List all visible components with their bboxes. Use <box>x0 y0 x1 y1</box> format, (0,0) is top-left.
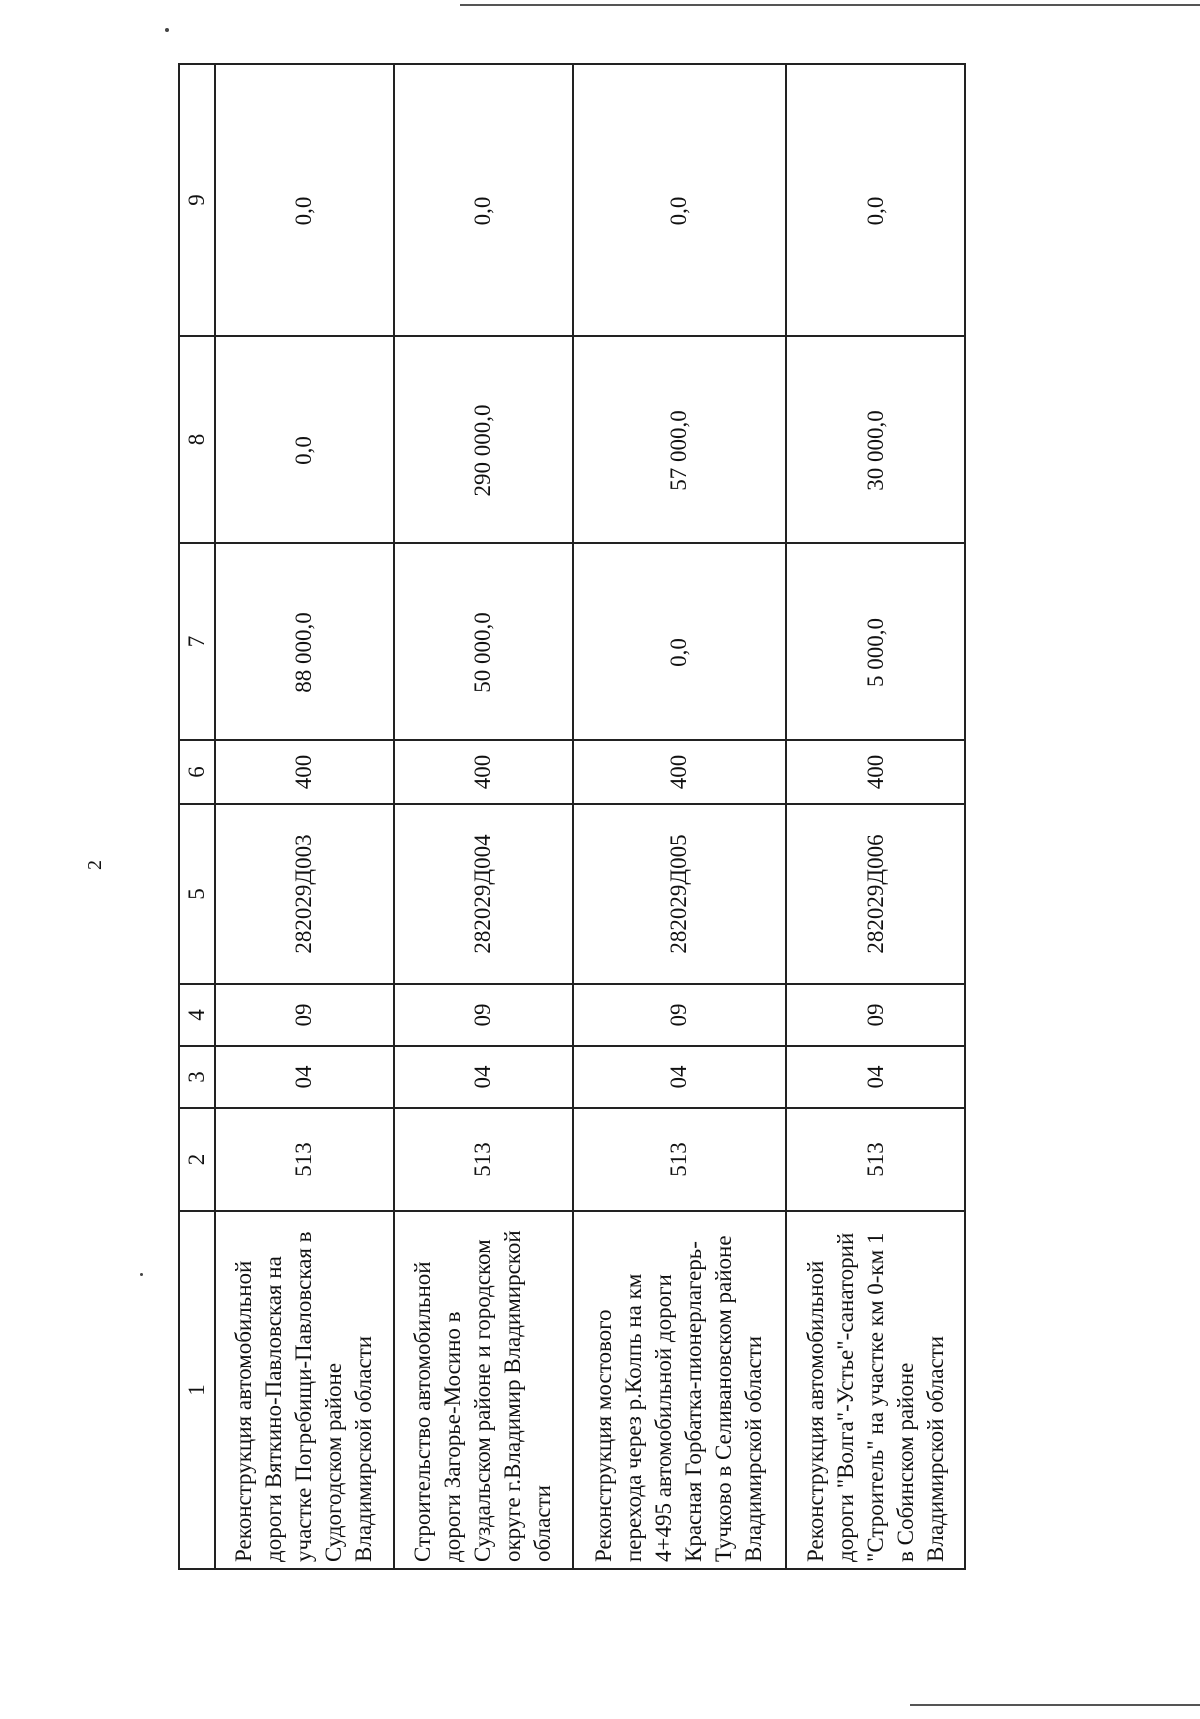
project-name-cell: Строительство автомобильной дороги Загорье-Мосино в Суздальском районе и городском округе г.Владимир Владимирской области <box>394 1211 573 1569</box>
amount-cell: 0,0 <box>573 543 786 740</box>
amount-cell: 0,0 <box>215 336 394 543</box>
code-cell: 282029Д005 <box>573 804 786 984</box>
header-cell: 8 <box>179 336 215 543</box>
code-cell: 513 <box>215 1108 394 1211</box>
project-name-cell: Реконструкция автомобильной дороги Вяткино-Павловская на участке Погребищи-Павловская в Судогодском районе Владимирской области <box>215 1211 394 1569</box>
code-cell: 04 <box>573 1046 786 1108</box>
code-cell: 400 <box>573 740 786 804</box>
code-cell: 282029Д004 <box>394 804 573 984</box>
table-row <box>786 64 965 1569</box>
code-cell: 09 <box>573 984 786 1046</box>
scan-edge-line <box>460 4 1200 6</box>
header-cell: 1 <box>179 1211 215 1569</box>
header-cell: 9 <box>179 64 215 336</box>
amount-cell: 57 000,0 <box>573 336 786 543</box>
budget-table <box>178 63 966 1570</box>
header-cell: 2 <box>179 1108 215 1211</box>
amount-cell: 0,0 <box>786 64 965 336</box>
code-cell: 513 <box>394 1108 573 1211</box>
code-cell: 513 <box>573 1108 786 1211</box>
project-name-cell: Реконструкция автомобильной дороги "Волга"-Устье"-санаторий "Строитель" на участке км 0-км 1 в Собинском районе Владимирской области <box>786 1211 965 1569</box>
amount-cell: 290 000,0 <box>394 336 573 543</box>
header-cell: 6 <box>179 740 215 804</box>
amount-cell: 30 000,0 <box>786 336 965 543</box>
code-cell: 04 <box>215 1046 394 1108</box>
page-number: 2 <box>84 860 106 870</box>
code-cell: 04 <box>394 1046 573 1108</box>
code-cell: 09 <box>394 984 573 1046</box>
code-cell: 09 <box>786 984 965 1046</box>
header-cell: 5 <box>179 804 215 984</box>
table-row <box>215 64 394 1569</box>
code-cell: 400 <box>394 740 573 804</box>
amount-cell: 5 000,0 <box>786 543 965 740</box>
amount-cell: 0,0 <box>573 64 786 336</box>
amount-cell: 0,0 <box>394 64 573 336</box>
scan-edge-line <box>910 1704 1200 1706</box>
scan-speck <box>140 1273 143 1276</box>
project-name-cell: Реконструкция мостового перехода через р.Колпь на км 4+495 автомобильной дороги Красная Горбатка-пионерлагерь-Тучково в Селивановском районе Владимирской области <box>573 1211 786 1569</box>
rotated-table-container <box>178 65 966 1570</box>
header-cell: 7 <box>179 543 215 740</box>
code-cell: 400 <box>786 740 965 804</box>
header-cell: 3 <box>179 1046 215 1108</box>
header-row <box>179 64 215 1569</box>
scan-speck <box>165 28 169 32</box>
code-cell: 282029Д003 <box>215 804 394 984</box>
table-row <box>573 64 786 1569</box>
amount-cell: 50 000,0 <box>394 543 573 740</box>
table-row <box>394 64 573 1569</box>
code-cell: 513 <box>786 1108 965 1211</box>
code-cell: 282029Д006 <box>786 804 965 984</box>
code-cell: 400 <box>215 740 394 804</box>
header-cell: 4 <box>179 984 215 1046</box>
code-cell: 09 <box>215 984 394 1046</box>
amount-cell: 88 000,0 <box>215 543 394 740</box>
code-cell: 04 <box>786 1046 965 1108</box>
amount-cell: 0,0 <box>215 64 394 336</box>
